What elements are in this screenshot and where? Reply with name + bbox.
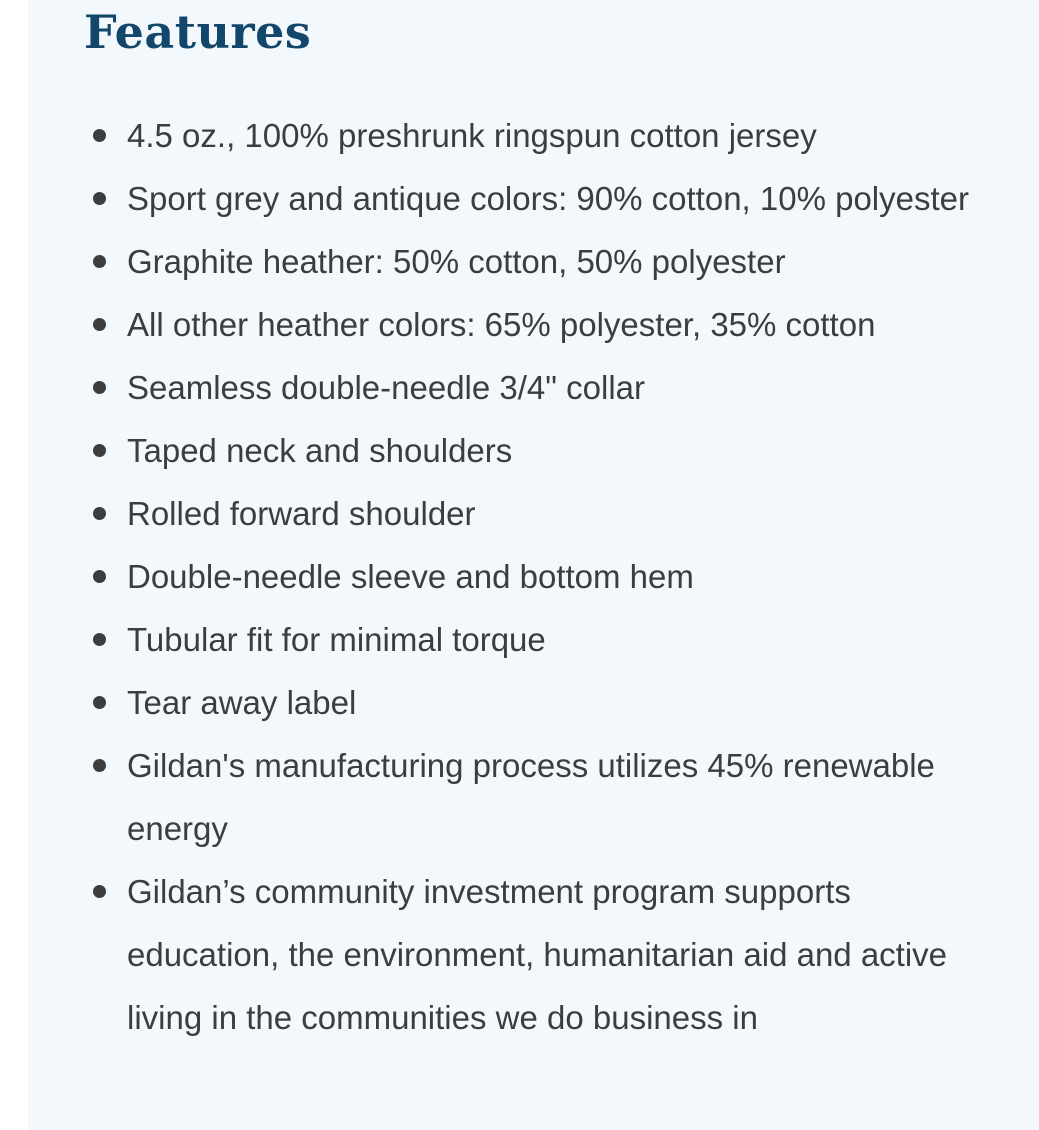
list-item xyxy=(84,608,974,671)
list-item xyxy=(84,230,974,293)
list-item xyxy=(84,482,974,545)
bullet-icon xyxy=(93,192,106,205)
list-item-text: Graphite heather: 50% cotton, 50% polyester xyxy=(127,243,786,280)
features-heading: Features xyxy=(84,5,312,59)
list-item-text: Seamless double-needle 3/4" collar xyxy=(127,369,646,406)
list-item xyxy=(84,860,974,1049)
list-item-text: Tubular fit for minimal torque xyxy=(127,621,546,658)
list-item xyxy=(84,545,974,608)
list-item xyxy=(84,734,974,860)
list-item-text: Rolled forward shoulder xyxy=(127,495,476,532)
list-item xyxy=(84,671,974,734)
list-item-text: Double-needle sleeve and bottom hem xyxy=(127,558,694,595)
bullet-icon xyxy=(93,255,106,268)
bullet-icon xyxy=(93,633,106,646)
bullet-icon xyxy=(93,570,106,583)
list-item-text: Sport grey and antique colors: 90% cotton, 10% polyester xyxy=(127,180,969,217)
list-item-text: All other heather colors: 65% polyester, 35% cotton xyxy=(127,306,876,343)
list-item xyxy=(84,356,974,419)
list-item-text: 4.5 oz., 100% preshrunk ringspun cotton jersey xyxy=(127,117,817,154)
features-list xyxy=(84,104,974,1049)
bullet-icon xyxy=(93,759,106,772)
list-item xyxy=(84,104,974,167)
bullet-icon xyxy=(93,318,106,331)
list-item xyxy=(84,419,974,482)
list-item xyxy=(84,167,974,230)
list-item xyxy=(84,293,974,356)
bullet-icon xyxy=(93,381,106,394)
bullet-icon xyxy=(93,507,106,520)
list-item-text: Tear away label xyxy=(127,684,357,721)
bullet-icon xyxy=(93,129,106,142)
bullet-icon xyxy=(93,885,106,898)
list-item-text: Gildan's manufacturing process utilizes 45% renewable energy xyxy=(127,747,935,847)
list-item-text: Gildan’s community investment program supports education, the environment, humanitarian aid and active living in the communities we do business in xyxy=(127,873,948,1036)
bullet-icon xyxy=(93,696,106,709)
list-item-text: Taped neck and shoulders xyxy=(127,432,513,469)
bullet-icon xyxy=(93,444,106,457)
